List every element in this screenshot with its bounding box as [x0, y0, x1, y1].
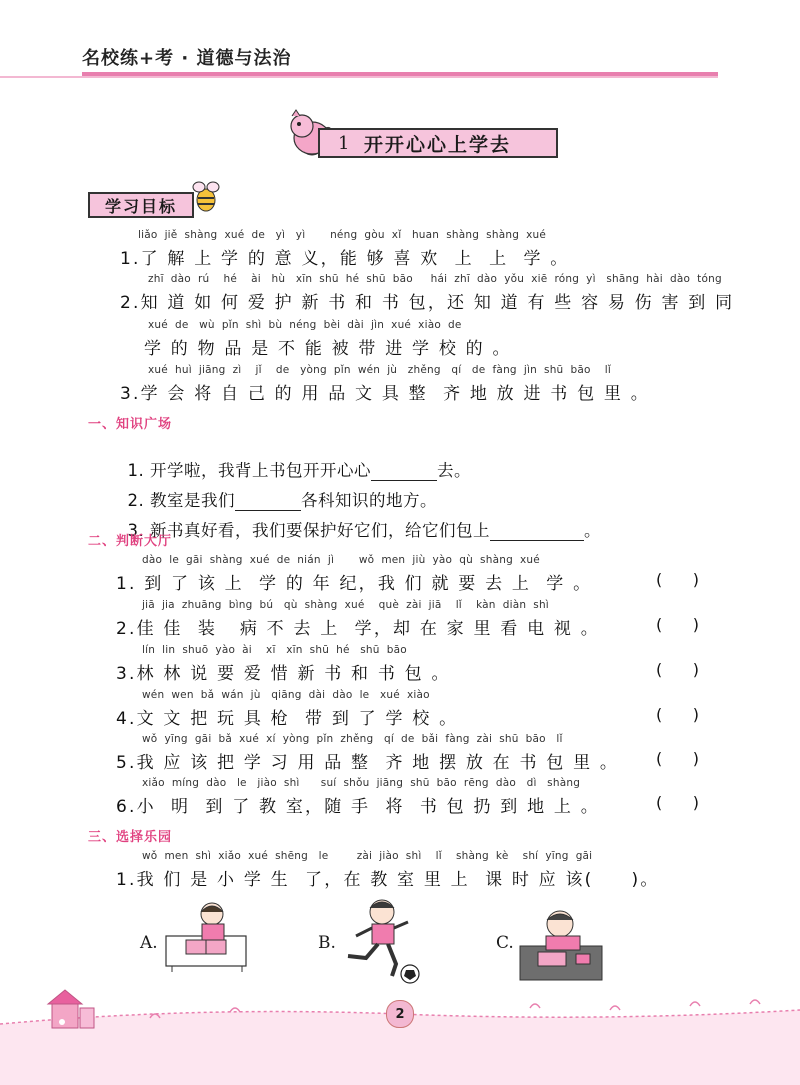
section-1-title: 一、知识广场	[88, 417, 173, 432]
judge-3-answer[interactable]: ( )	[656, 660, 699, 679]
fill-item-1-after: 去。	[437, 461, 471, 480]
judge-2-text: 2.佳 佳 装 病 不 去 上 学，却 在 家 里 看 电 视 。	[116, 619, 600, 639]
goal-1-text: 1.了 解 上 学 的 意 义，能 够 喜 欢 上 上 学 。	[120, 249, 570, 269]
page-number: 2	[386, 1000, 414, 1028]
goal-3-pinyin: xué huì jiāng zì jǐ de yòng pǐn wén jù zhěng qí de fàng jìn shū bāo lǐ	[148, 364, 611, 376]
fill-item-2-before: 2. 教室是我们	[127, 491, 235, 510]
judge-6-pinyin: xiǎo míng dào le jiào shì suí shǒu jiāng shū bāo rēng dào dì shàng	[142, 777, 581, 789]
judge-3-text: 3.林 林 说 要 爱 惜 新 书 和 书 包 。	[116, 664, 451, 684]
section-2-title: 二、判断大厅	[88, 534, 173, 549]
judge-6-answer[interactable]: ( )	[656, 793, 699, 812]
fill-item-1-before: 1. 开学啦，我背上书包开开心心	[127, 461, 371, 480]
judge-4-text: 4.文 文 把 玩 具 枪 带 到 了 学 校 。	[116, 709, 459, 729]
option-a-image[interactable]	[162, 900, 252, 972]
goal-2b-text: 学 的 物 品 是 不 能 被 带 进 学 校 的 。	[144, 339, 512, 359]
judge-5-text: 5.我 应 该 把 学 习 用 品 整 齐 地 摆 放 在 书 包 里 。	[116, 753, 620, 773]
learning-goals-label: 学习目标	[88, 192, 194, 218]
judge-3-pinyin: lín lin shuō yào ài xī xīn shū hé shū bāo	[142, 644, 407, 656]
option-c-label[interactable]: C.	[496, 933, 514, 953]
judge-1-answer[interactable]: ( )	[656, 570, 699, 589]
option-a-label[interactable]: A.	[140, 933, 158, 953]
goal-3-text: 3.学 会 将 自 己 的 用 品 文 具 整 齐 地 放 进 书 包 里 。	[120, 384, 650, 404]
header-title: 名校练+考 · 道德与法治	[82, 48, 292, 69]
chapter-banner	[318, 128, 558, 158]
judge-2-pinyin: jiā jia zhuāng bìng bú qù shàng xué què zài jiā lǐ kàn diàn shì	[142, 599, 549, 611]
option-b-label[interactable]: B.	[318, 933, 336, 953]
header-rule-light	[0, 76, 718, 78]
judge-4-pinyin: wén wen bǎ wán jù qiāng dài dào le xué xiào	[142, 689, 430, 701]
choice-1-text: 1.我 们 是 小 学 生 了，在 教 室 里 上 课 时 应 该( )。	[116, 870, 660, 890]
fill-item-3-before: 3. 新书真好看，我们要保护好它们，给它们包上	[127, 521, 490, 540]
goal-2-pinyin: zhī dào rú hé ài hù xīn shū hé shū bāo hái zhī dào yǒu xiē róng yì shāng hài dào tóng	[148, 273, 722, 285]
option-c-image[interactable]	[516, 902, 608, 984]
option-b-image[interactable]	[338, 896, 428, 986]
bee-icon	[190, 178, 222, 214]
goal-1-pinyin: liǎo jiě shàng xué de yì yì néng gòu xǐ huan shàng shàng xué	[138, 229, 547, 241]
chapter-title: 开开心心上学去	[364, 133, 512, 156]
section-3-title: 三、选择乐园	[88, 830, 173, 845]
judge-5-answer[interactable]: ( )	[656, 749, 699, 768]
fill-item-3-after: 。	[584, 521, 601, 540]
fill-item-3	[116, 498, 601, 541]
judge-2-answer[interactable]: ( )	[656, 615, 699, 634]
goal-2b-pinyin: xué de wù pǐn shì bù néng bèi dài jìn xué xiào de	[148, 319, 462, 331]
judge-6-text: 6.小 明 到 了 教 室，随 手 将 书 包 扔 到 地 上 。	[116, 797, 600, 817]
judge-1-text: 1. 到 了 该 上 学 的 年 纪，我 们 就 要 去 上 学 。	[116, 574, 593, 594]
judge-4-answer[interactable]: ( )	[656, 705, 699, 724]
judge-1-pinyin: dào le gāi shàng xué de nián jì wǒ men jiù yào qù shàng xué	[142, 554, 540, 566]
fill-item-2-after: 各科知识的地方。	[301, 491, 437, 510]
fill-blank-3[interactable]	[490, 524, 584, 541]
chapter-number: 1	[338, 132, 350, 154]
choice-1-pinyin: wǒ men shì xiǎo xué shēng le zài jiào shì lǐ shàng kè shí yīng gāi	[142, 850, 593, 862]
goal-2-text: 2.知 道 如 何 爱 护 新 书 和 书 包，还 知 道 有 些 容 易 伤 害 到 同	[120, 293, 735, 313]
judge-5-pinyin: wǒ yīng gāi bǎ xué xí yòng pǐn zhěng qí de bǎi fàng zài shū bāo lǐ	[142, 733, 563, 745]
